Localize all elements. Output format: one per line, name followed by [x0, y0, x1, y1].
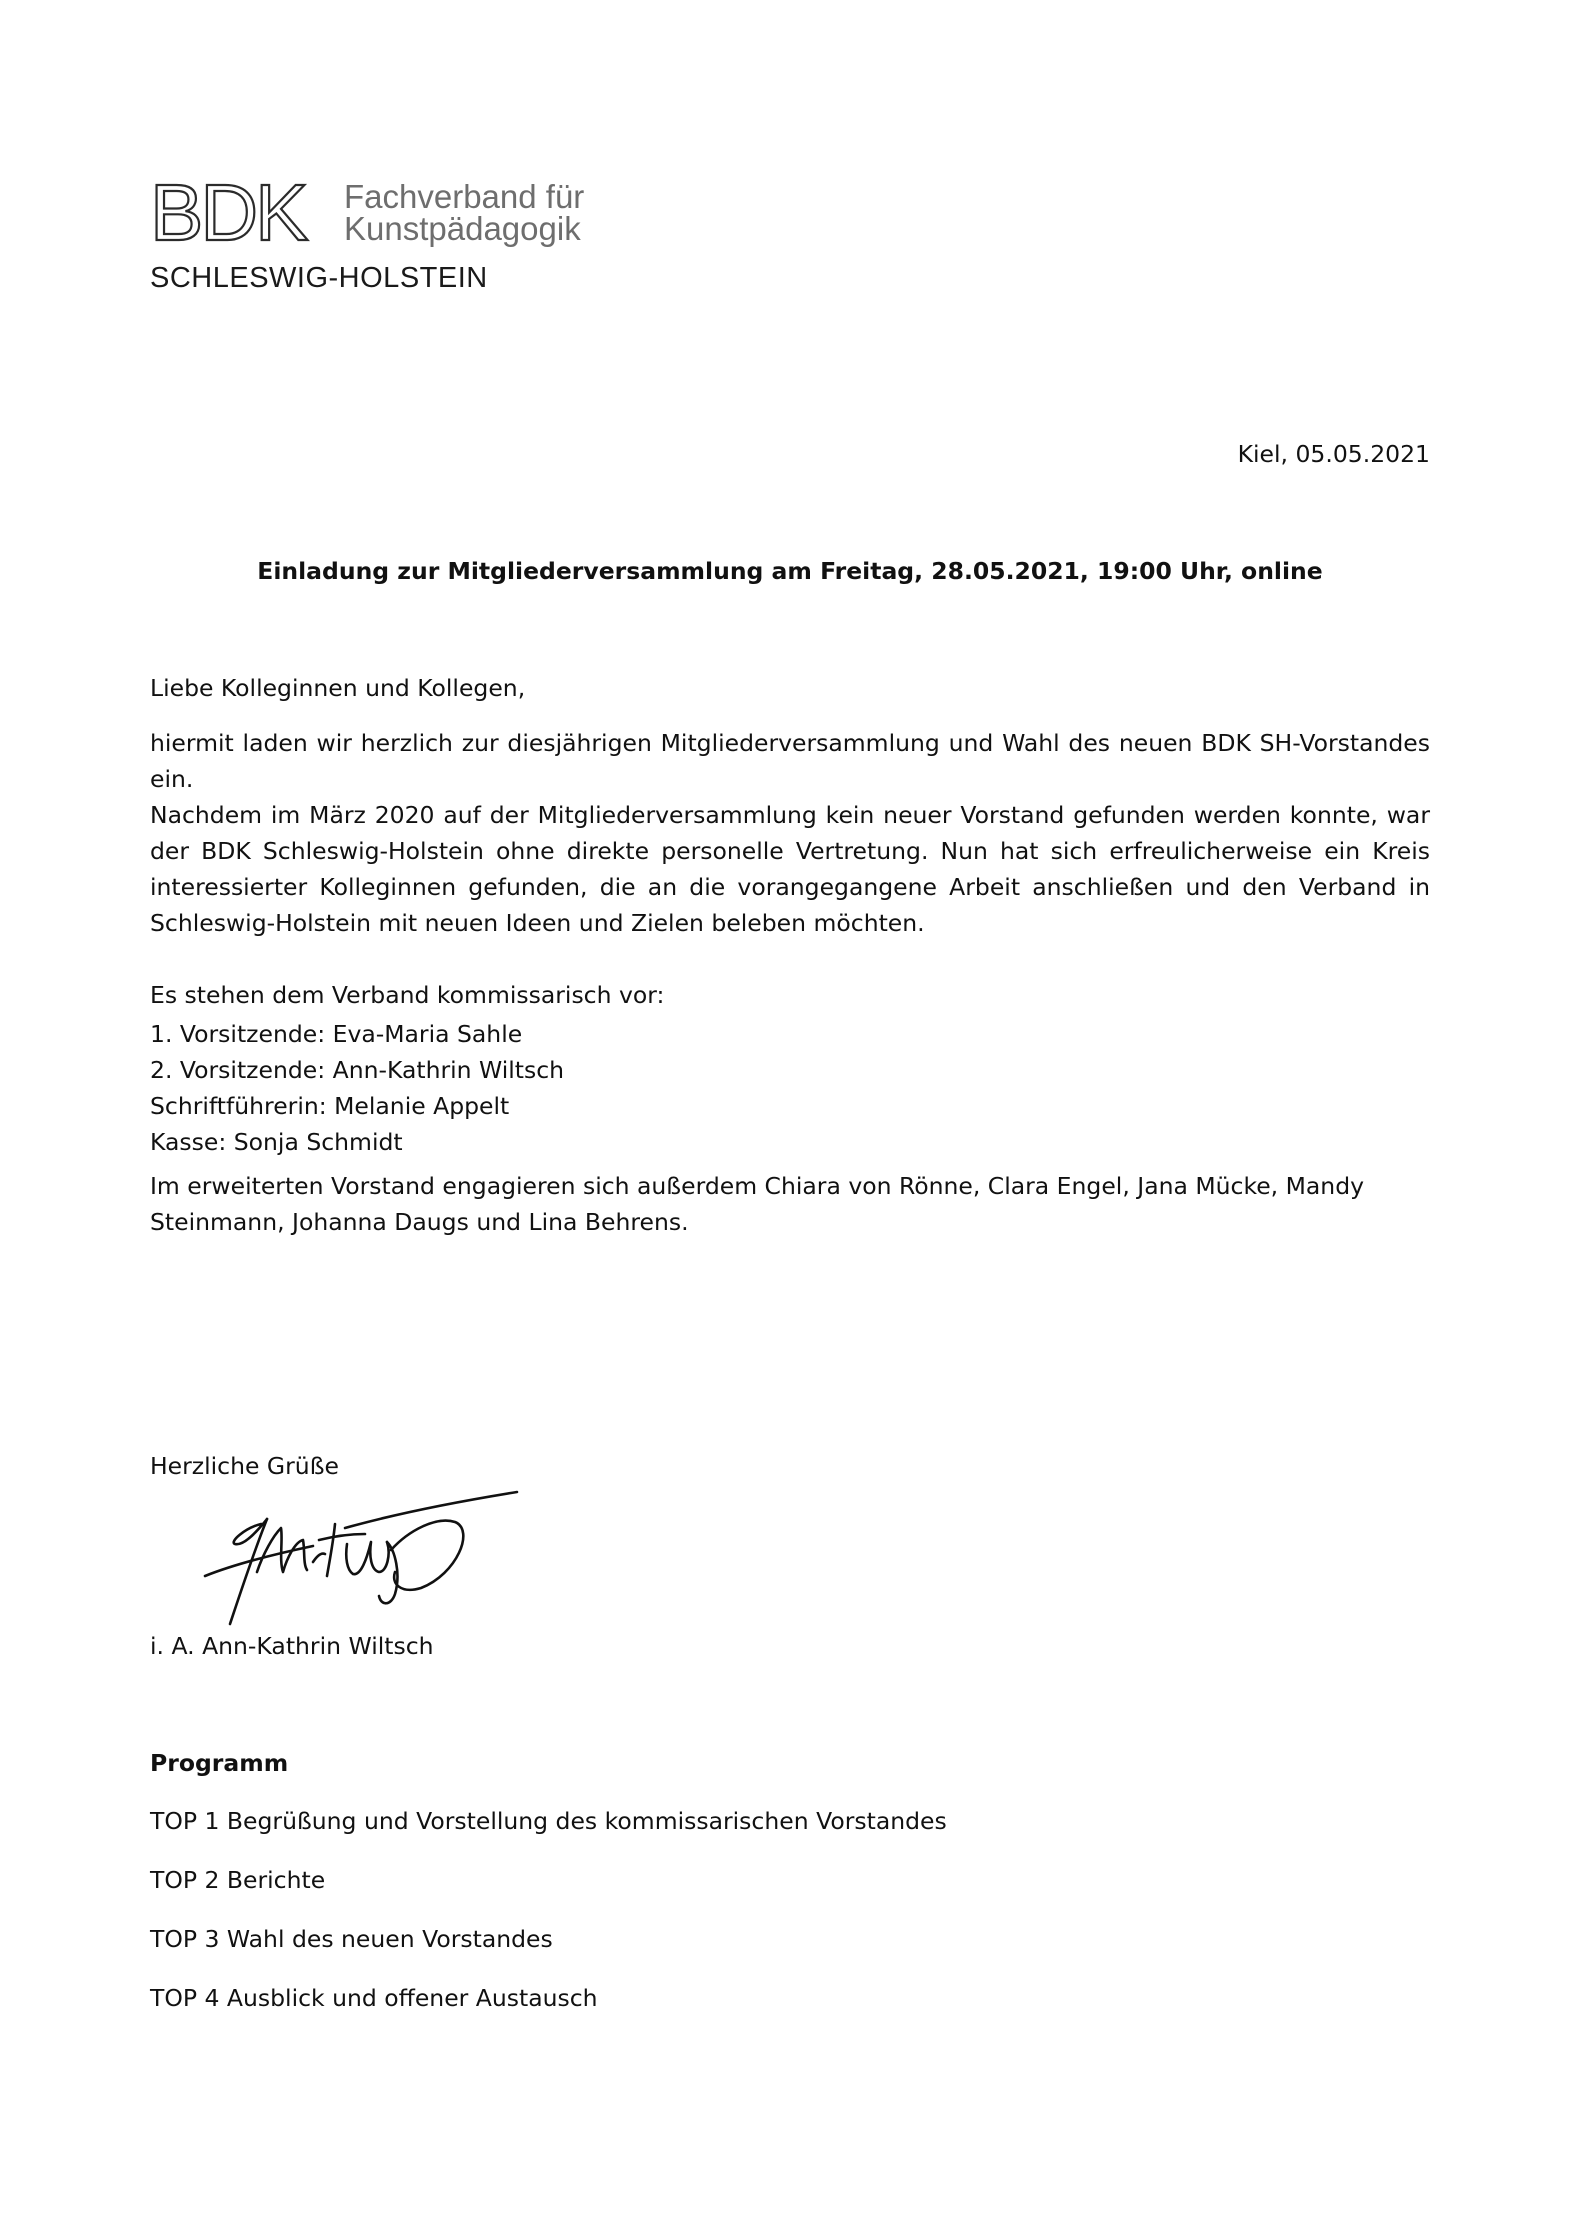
logo-region: SCHLESWIG-HOLSTEIN: [150, 262, 488, 294]
logo-tagline-line1: Fachverband für: [344, 178, 585, 215]
closing: Herzliche Grüße: [150, 1452, 339, 1480]
bdk-logo-graphic: [150, 178, 620, 258]
date-line: Kiel, 05.05.2021: [1237, 440, 1430, 468]
board-member: Kasse: Sonja Schmidt: [150, 1128, 403, 1156]
program-heading: Programm: [150, 1749, 289, 1777]
signer-name: i. A. Ann-Kathrin Wiltsch: [150, 1632, 434, 1660]
handwritten-signature: [195, 1484, 525, 1634]
logo-mark: BDK: [150, 178, 306, 257]
signature-graphic: [195, 1484, 525, 1634]
salutation: Liebe Kolleginnen und Kollegen,: [150, 674, 526, 702]
invitation-paragraph: hiermit laden wir herzlich zur diesjährigen Mitgliederversammlung und Wahl des neuen BDK SH-Vorstandes ein.: [150, 729, 1430, 793]
board-member: Schriftführerin: Melanie Appelt: [150, 1092, 510, 1120]
extended-board-paragraph: Im erweiterten Vorstand engagieren sich außerdem Chiara von Rönne, Clara Engel, Jana Mücke, Mandy Steinmann, Johanna Daugs und Lina Behrens.: [150, 1172, 1365, 1236]
board-list: [150, 1016, 1430, 1160]
subject-line: Einladung zur Mitgliederversammlung am Freitag, 28.05.2021, 19:00 Uhr, online: [257, 557, 1323, 585]
agenda-item: TOP 1 Begrüßung und Vorstellung des kommissarischen Vorstandes: [150, 1807, 947, 1835]
background-paragraph: Nachdem im März 2020 auf der Mitgliederversammlung kein neuer Vorstand gefunden werden konnte, war der BDK Schleswig-Holstein ohne direkte personelle Vertretung. Nun hat sich erfreulicherweise ein Kreis interessierter Kolleginnen gefunden, die an die vorangegangene Arbeit anschließen und den Verband in Schleswig-Holstein mit neuen Ideen und Zielen beleben möchten.: [150, 801, 1430, 937]
board-member: 1. Vorsitzende: Eva-Maria Sahle: [150, 1020, 523, 1048]
logo-tagline-line2: Kunstpädagogik: [344, 210, 581, 247]
board-member: 2. Vorsitzende: Ann-Kathrin Wiltsch: [150, 1056, 565, 1084]
agenda-item: TOP 4 Ausblick und offener Austausch: [150, 1984, 598, 2012]
agenda-item: TOP 3 Wahl des neuen Vorstandes: [150, 1925, 553, 1953]
board-intro: Es stehen dem Verband kommissarisch vor:: [150, 981, 665, 1009]
agenda-item: TOP 2 Berichte: [150, 1866, 326, 1894]
